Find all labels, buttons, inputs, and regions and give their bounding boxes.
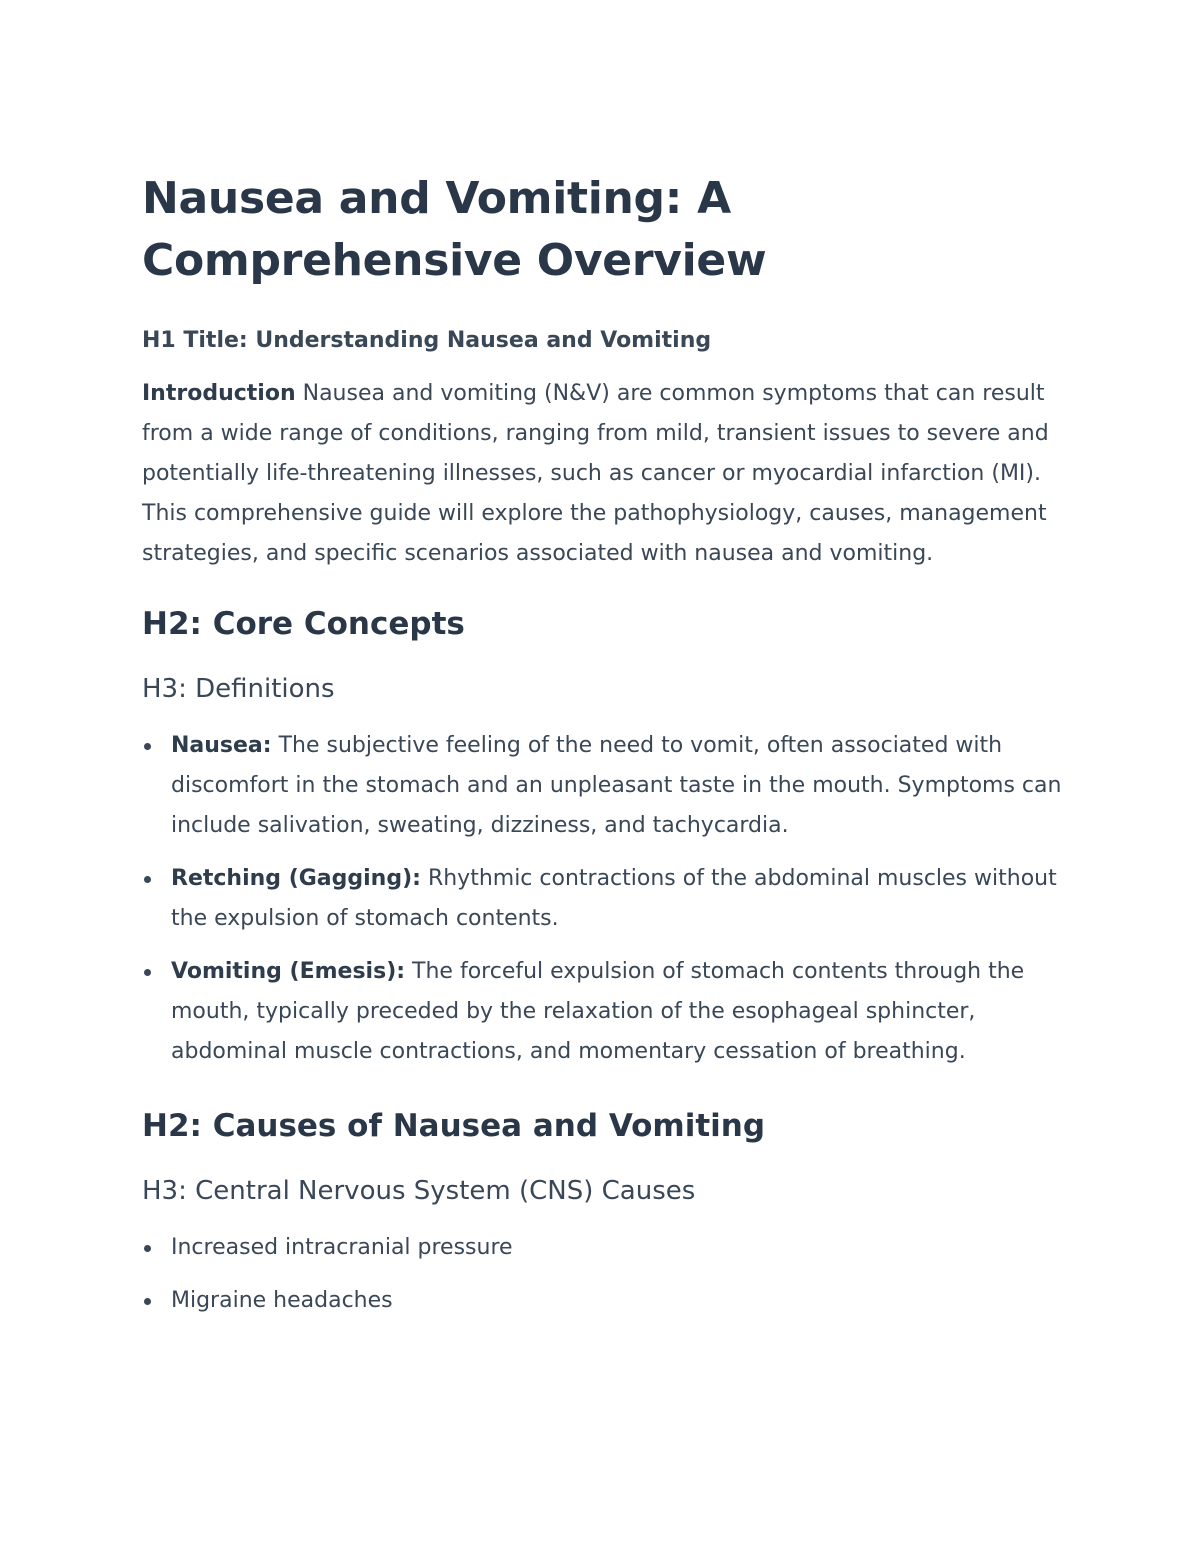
bullet-icon xyxy=(144,1245,151,1252)
list-item-text: Migraine headaches xyxy=(171,1288,393,1313)
definition-text: The forceful expulsion of stomach contents through the mouth, typically preceded by the relaxation of the esophageal sphincter, abdominal muscle contractions, and momentary cessation of breathing. xyxy=(171,959,1025,1064)
subheading-definitions: H3: Definitions xyxy=(142,674,335,704)
page-title: Nausea and Vomiting: A Comprehensive Overview xyxy=(142,173,767,286)
list-item xyxy=(142,1281,1072,1321)
subheading-cns-causes: H3: Central Nervous System (CNS) Causes xyxy=(142,1176,696,1206)
bullet-icon xyxy=(144,876,151,883)
bullet-icon xyxy=(144,969,151,976)
definition-text: Rhythmic contractions of the abdominal muscles without the expulsion of stomach contents. xyxy=(171,866,1057,931)
introduction-text: Nausea and vomiting (N&V) are common symptoms that can result from a wide range of conditions, ranging from mild, transient issues to severe and potentially life-threatening illnesses, such as cancer or myocardial infarction (MI). This comprehensive guide will explore the pathophysiology, causes, management strategies, and specific scenarios associated with nausea and vomiting. xyxy=(142,381,1049,566)
bullet-icon xyxy=(144,1298,151,1305)
bullet-icon xyxy=(144,743,151,750)
definitions-list xyxy=(142,726,1072,1072)
list-item xyxy=(142,1228,1072,1268)
cns-causes-list xyxy=(142,1228,1072,1321)
definition-term: Nausea: xyxy=(171,733,272,758)
introduction-lead: Introduction xyxy=(142,381,296,406)
section-heading-core-concepts: H2: Core Concepts xyxy=(142,606,465,642)
list-item xyxy=(142,952,1072,1072)
document-page xyxy=(142,168,1072,1334)
list-item-text: Increased intracranial pressure xyxy=(171,1235,513,1260)
section-heading-causes: H2: Causes of Nausea and Vomiting xyxy=(142,1108,766,1144)
definition-term: Vomiting (Emesis): xyxy=(171,959,406,984)
introduction-paragraph xyxy=(142,374,1072,574)
definition-term: Retching (Gagging): xyxy=(171,866,421,891)
h1-title-label: H1 Title: Understanding Nausea and Vomiting xyxy=(142,328,712,353)
definition-text: The subjective feeling of the need to vomit, often associated with discomfort in the stomach and an unpleasant taste in the mouth. Symptoms can include salivation, sweating, dizziness, and tachycardia. xyxy=(171,733,1062,838)
list-item xyxy=(142,726,1072,846)
list-item xyxy=(142,859,1072,939)
